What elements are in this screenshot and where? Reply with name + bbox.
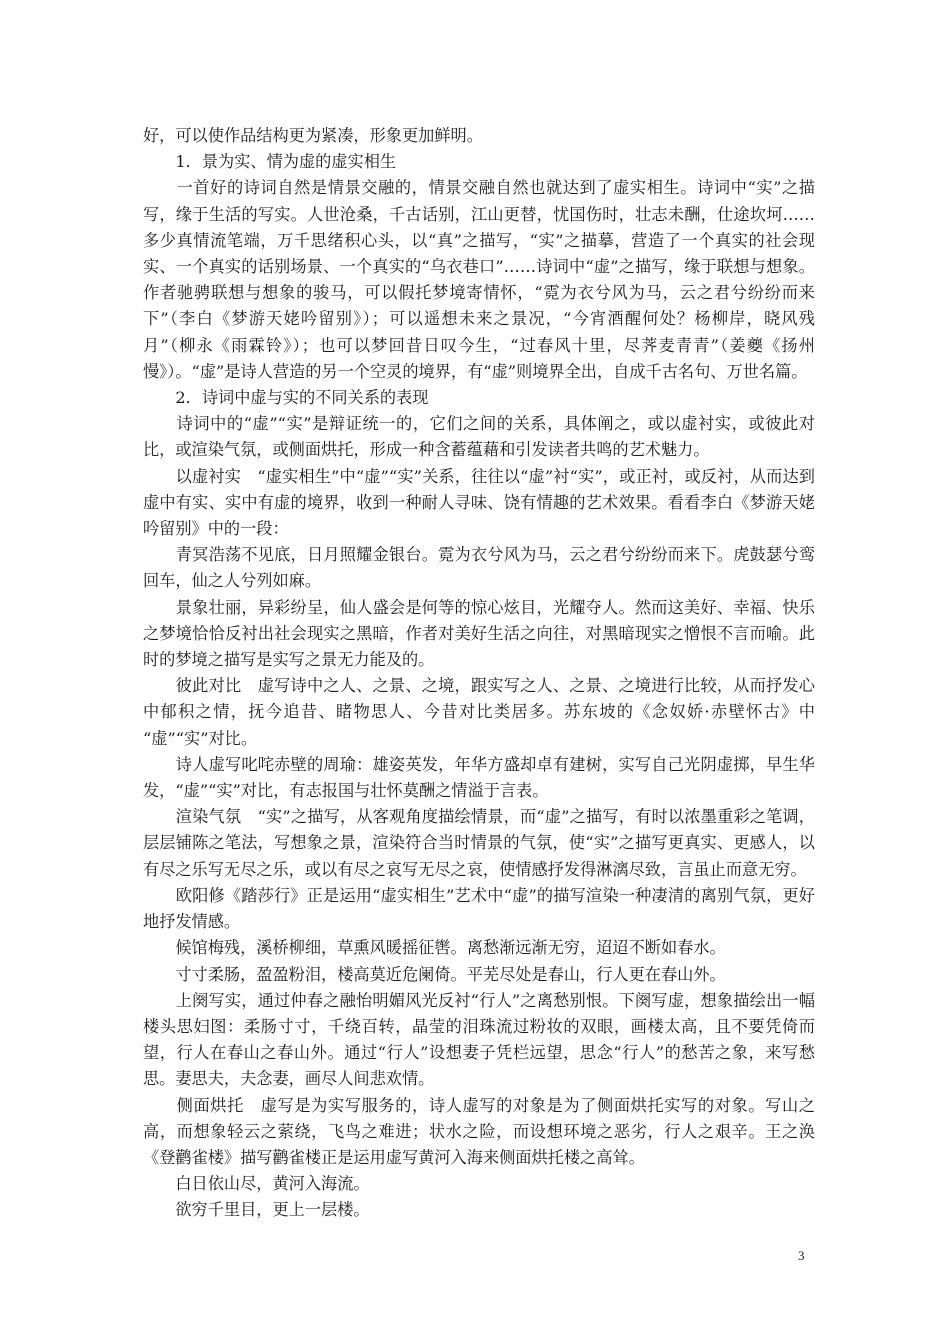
poem-line: 白日依山尽，黄河入海流。 — [143, 1174, 370, 1194]
page-number: 3 — [798, 1248, 805, 1263]
section-heading: 1．景为实、情为虚的虚实相生 — [143, 152, 397, 172]
paragraph: 景象壮丽，异彩纷呈，仙人盛会是何等的惊心炫目，光耀夺人。然而这美好、幸福、快乐之梦境恰恰反衬出社会现实之黑暗，作者对美好生活之向往，对黑暗现实之憎恨不言而喻。此时的梦境之描写是实写之景无力能及的。 — [143, 597, 815, 670]
paragraph: 诗词中的“虚”“实”是辩证统一的，它们之间的关系，具体阐之，或以虚衬实，或彼此对比，或渲染气氛，或侧面烘托，形成一种含蓄蕴藉和引发读者共鸣的艺术魅力。 — [143, 414, 815, 460]
paragraph: 好，可以使作品结构更为紧凑，形象更加鲜明。 — [143, 126, 483, 145]
paragraph: 上阕写实，通过仲春之融怡明媚风光反衬“行人”之离愁别恨。下阕写虚，想象描绘出一幅楼头思妇图：柔肠寸寸，千绕百转，晶莹的泪珠流过粉妆的双眼，画楼太高，且不要凭倚而望，行人在春山之春山外。通过“行人”设想妻子凭栏远望，思念“行人”的愁苦之象，来写愁思。妻思夫，夫念妻，画尽人间悲欢情。 — [143, 990, 815, 1089]
body-text — [143, 123, 815, 1224]
paragraph: 以虚衬实 “虚实相生”中“虚”“实”关系，往往以“虚”衬“实”，或正衬，或反衬，从而达到虚中有实、实中有虚的境界，收到一种耐人寻味、饶有情趣的艺术效果。看看李白《梦游天姥吟留别》中的一段： — [143, 466, 815, 539]
poem-quote: 青冥浩荡不见底，日月照耀金银台。霓为衣兮风为马，云之君兮纷纷而来下。虎鼓瑟兮鸾回车，仙之人兮列如麻。 — [143, 545, 815, 591]
paragraph: 侧面烘托 虚写是为实写服务的，诗人虚写的对象是为了侧面烘托实写的对象。写山之高，而想象轻云之萦绕，飞鸟之难进；状水之险，而设想环境之恶劣，行人之艰辛。王之涣《登鹳雀楼》描写鹳雀楼正是运用虚写黄河入海来侧面烘托楼之高耸。 — [143, 1095, 815, 1167]
section-heading: 2．诗词中虚与实的不同关系的表现 — [143, 388, 429, 408]
paragraph: 欧阳修《踏莎行》正是运用“虚实相生”艺术中“虚”的描写渲染一种凄清的离别气氛，更好地抒发情感。 — [143, 885, 815, 932]
poem-line: 欲穷千里目，更上一层楼。 — [143, 1200, 370, 1220]
paragraph: 渲染气氛 “实”之描写，从客观角度描绘情景，而“虚”之描写，有时以浓墨重彩之笔调，层层铺陈之笔法，写想象之景，渲染符合当时情景的气氛，使“实”之描写更真实、更感人，以有尽之乐写无尽之乐，或以有尽之哀写无尽之哀，使情感抒发得淋漓尽致，言虽止而意无穷。 — [143, 807, 815, 879]
paragraph: 诗人虚写叱咤赤壁的周瑜：雄姿英发，年华方盛却卓有建树，实写自己光阴虚掷，早生华发，“虚”“实”对比，有志报国与壮怀莫酬之情溢于言表。 — [143, 754, 815, 801]
paragraph: 彼此对比 虚写诗中之人、之景、之境，跟实写之人、之景、之境进行比较，从而抒发心中郁积之情，抚今追昔、睹物思人、今昔对比类居多。苏东坡的《念奴娇·赤壁怀古》中 “虚”“实”对比。 — [143, 676, 815, 748]
paragraph: 一首好的诗词自然是情景交融的，情景交融自然也就达到了虚实相生。诗词中“实”之描写，缘于生活的写实。人世沧桑，千古话别，江山更替，忧国伤时，壮志未酬，仕途坎坷……多少真情流笔端，万千思绪积心头，以“真”之描写，“实”之描摹，营造了一个真实的社会现实、一个真实的话别场景、一个真实的“乌衣巷口”……诗词中“虚”之描写，缘于联想与想象。作者驰骋联想与想象的骏马，可以假托梦境寄情怀，“霓为衣兮风为马，云之君兮纷纷而来下”（李白《梦游天姥吟留别》）；可以遥想未来之景况，“今宵酒醒何处？杨柳岸，晓风残月”（柳永《雨霖铃》）；也可以梦回昔日叹今生，“过春风十里，尽荠麦青青”（姜夔《扬州慢》）。“虚”是诗人营造的另一个空灵的境界，有“虚”则境界全出，自成千古名句、万世名篇。 — [143, 178, 815, 381]
poem-line: 寸寸柔肠，盈盈粉泪，楼高莫近危阑倚。平芜尽处是春山，行人更在春山外。 — [143, 964, 726, 984]
poem-line: 候馆梅残，溪桥柳细，草熏风暖摇征辔。离愁渐远渐无穷，迢迢不断如春水。 — [143, 938, 726, 958]
